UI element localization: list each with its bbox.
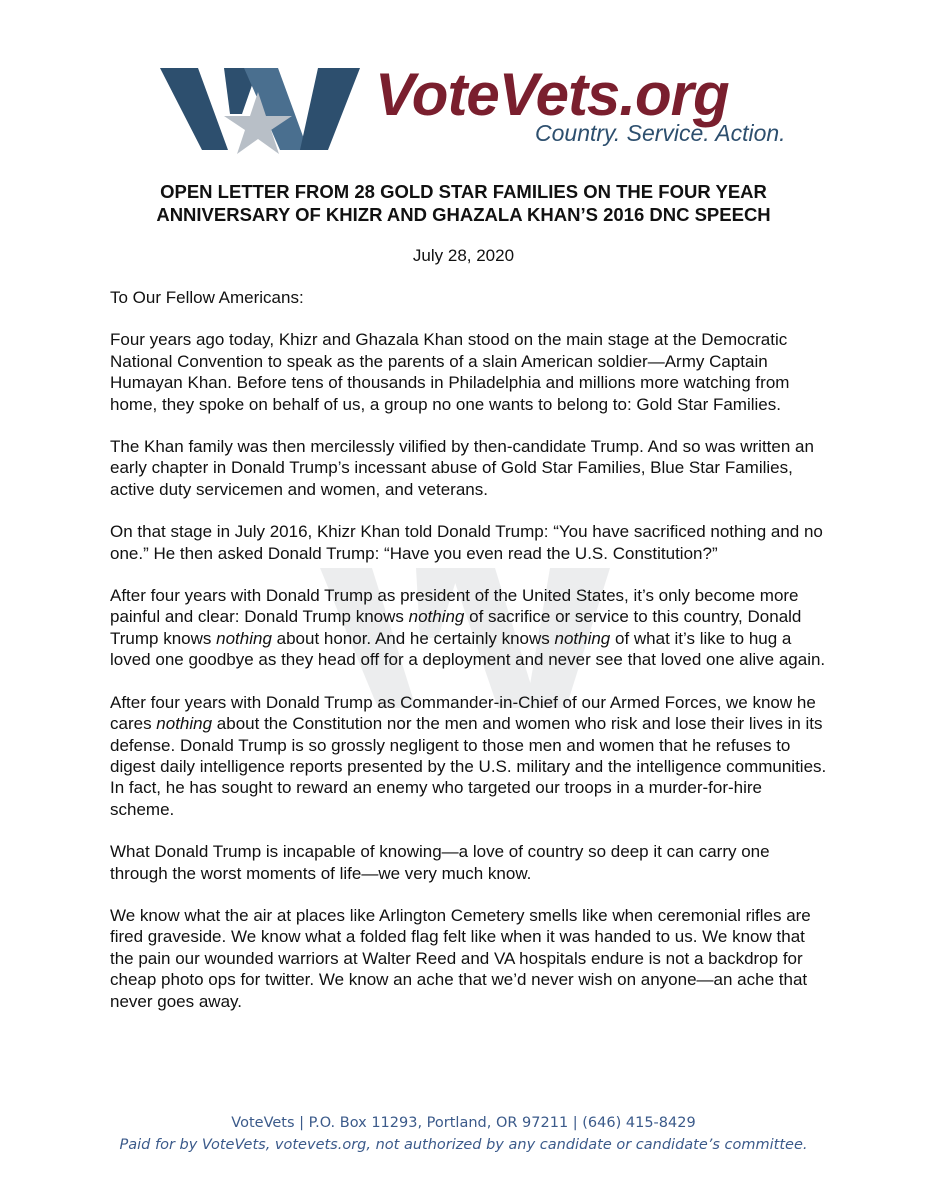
p5-emphasis-1: nothing: [156, 714, 213, 734]
letter-title: [80, 180, 847, 226]
paragraph-2: The Khan family was then mercilessly vilified by then-candidate Trump. And so was written an early chapter in Donald Trump’s incessant abuse of Gold Star Families, Blue Star Families, active duty servicemen and women, and veterans.: [110, 437, 814, 499]
paragraph-3: On that stage in July 2016, Khizr Khan told Donald Trump: “You have sacrificed nothing and no one.” He then asked Donald Trump: “Have you even read the U.S. Constitution?”: [110, 522, 823, 563]
p5-text-c: about the Constitution nor the men and women who risk and lose their lives in its defense. Donald Trump is so grossly negligent to those men and women that he refuses to digest daily intelligence reports presented by the U.S. military and the intelligence communities. In fact, he has sought to reward an enemy who targeted our troops in a murder-for-hire scheme.: [110, 714, 827, 819]
p5-text-a: After four years with Donald Trump as Commander-in-Chief of our Armed Forces, we know he cares: [110, 692, 816, 734]
p4-text-a: After four years with Donald Trump as president of the United States, it’s only become more painful and clear: Donald Trump knows: [110, 586, 799, 627]
letter-date: July 28, 2020: [412, 246, 515, 265]
paragraph-7: We know what the air at places like Arlington Cemetery smells like when ceremonial rifles are fired graveside. We know what a folded flag felt like when it was handed to us. We know that the pain our wounded warriors at Walter Reed and VA hospitals endure is not a backdrop for cheap photo ops for twitter. We know an ache that we’d never wish on anyone—an ache that never goes away.: [110, 905, 811, 1011]
title-line-2: ANNIVERSARY OF KHIZR AND GHAZALA KHAN’S 2016 DNC SPEECH: [156, 204, 771, 225]
p4-text-g: of what it’s like to hug a loved one goodbye as they head off for a deployment and never see that loved one alive again.: [110, 628, 826, 670]
footer-disclaimer: Paid for by VoteVets, votevets.org, not authorized by any candidate or candidate’s committee.: [119, 1137, 808, 1153]
paragraph-5: [110, 692, 830, 820]
vv-star-emblem: [160, 62, 370, 156]
title-line-1: OPEN LETTER FROM 28 GOLD STAR FAMILIES ON THE FOUR YEAR: [160, 181, 767, 202]
votevets-logo: [160, 61, 786, 156]
p4-text-c: of sacrifice or service to this country, Donald Trump knows: [110, 607, 802, 648]
p4-text-e: about honor. And he certainly knows: [271, 628, 555, 648]
paragraph-6: What Donald Trump is incapable of knowing—a love of country so deep it can carry one through the worst moments of life—we very much know.: [110, 842, 770, 883]
salutation: To Our Fellow Americans:: [110, 288, 304, 307]
page-footer: [0, 1112, 927, 1156]
paragraph-1: Four years ago today, Khizr and Ghazala Khan stood on the main stage at the Democratic National Convention to speak as the parents of a slain American soldier—Army Captain Humayan Khan. Before tens of thousands in Philadelphia and millions more watching from home, they spoke on behalf of us, a group no one wants to belong to: Gold Star Families.: [110, 330, 790, 414]
letter-body: [110, 287, 830, 1033]
logo-tagline: Country. Service. Action.: [535, 120, 786, 146]
footer-contact: VoteVets | P.O. Box 11293, Portland, OR 97211 | (646) 415-8429: [231, 1115, 696, 1131]
paragraph-4: [110, 585, 830, 671]
p4-emphasis-1: nothing: [408, 607, 465, 627]
logo-wordmark: VoteVets.org: [375, 61, 729, 128]
p4-emphasis-2: nothing: [216, 628, 272, 648]
p4-emphasis-3: nothing: [554, 628, 611, 648]
